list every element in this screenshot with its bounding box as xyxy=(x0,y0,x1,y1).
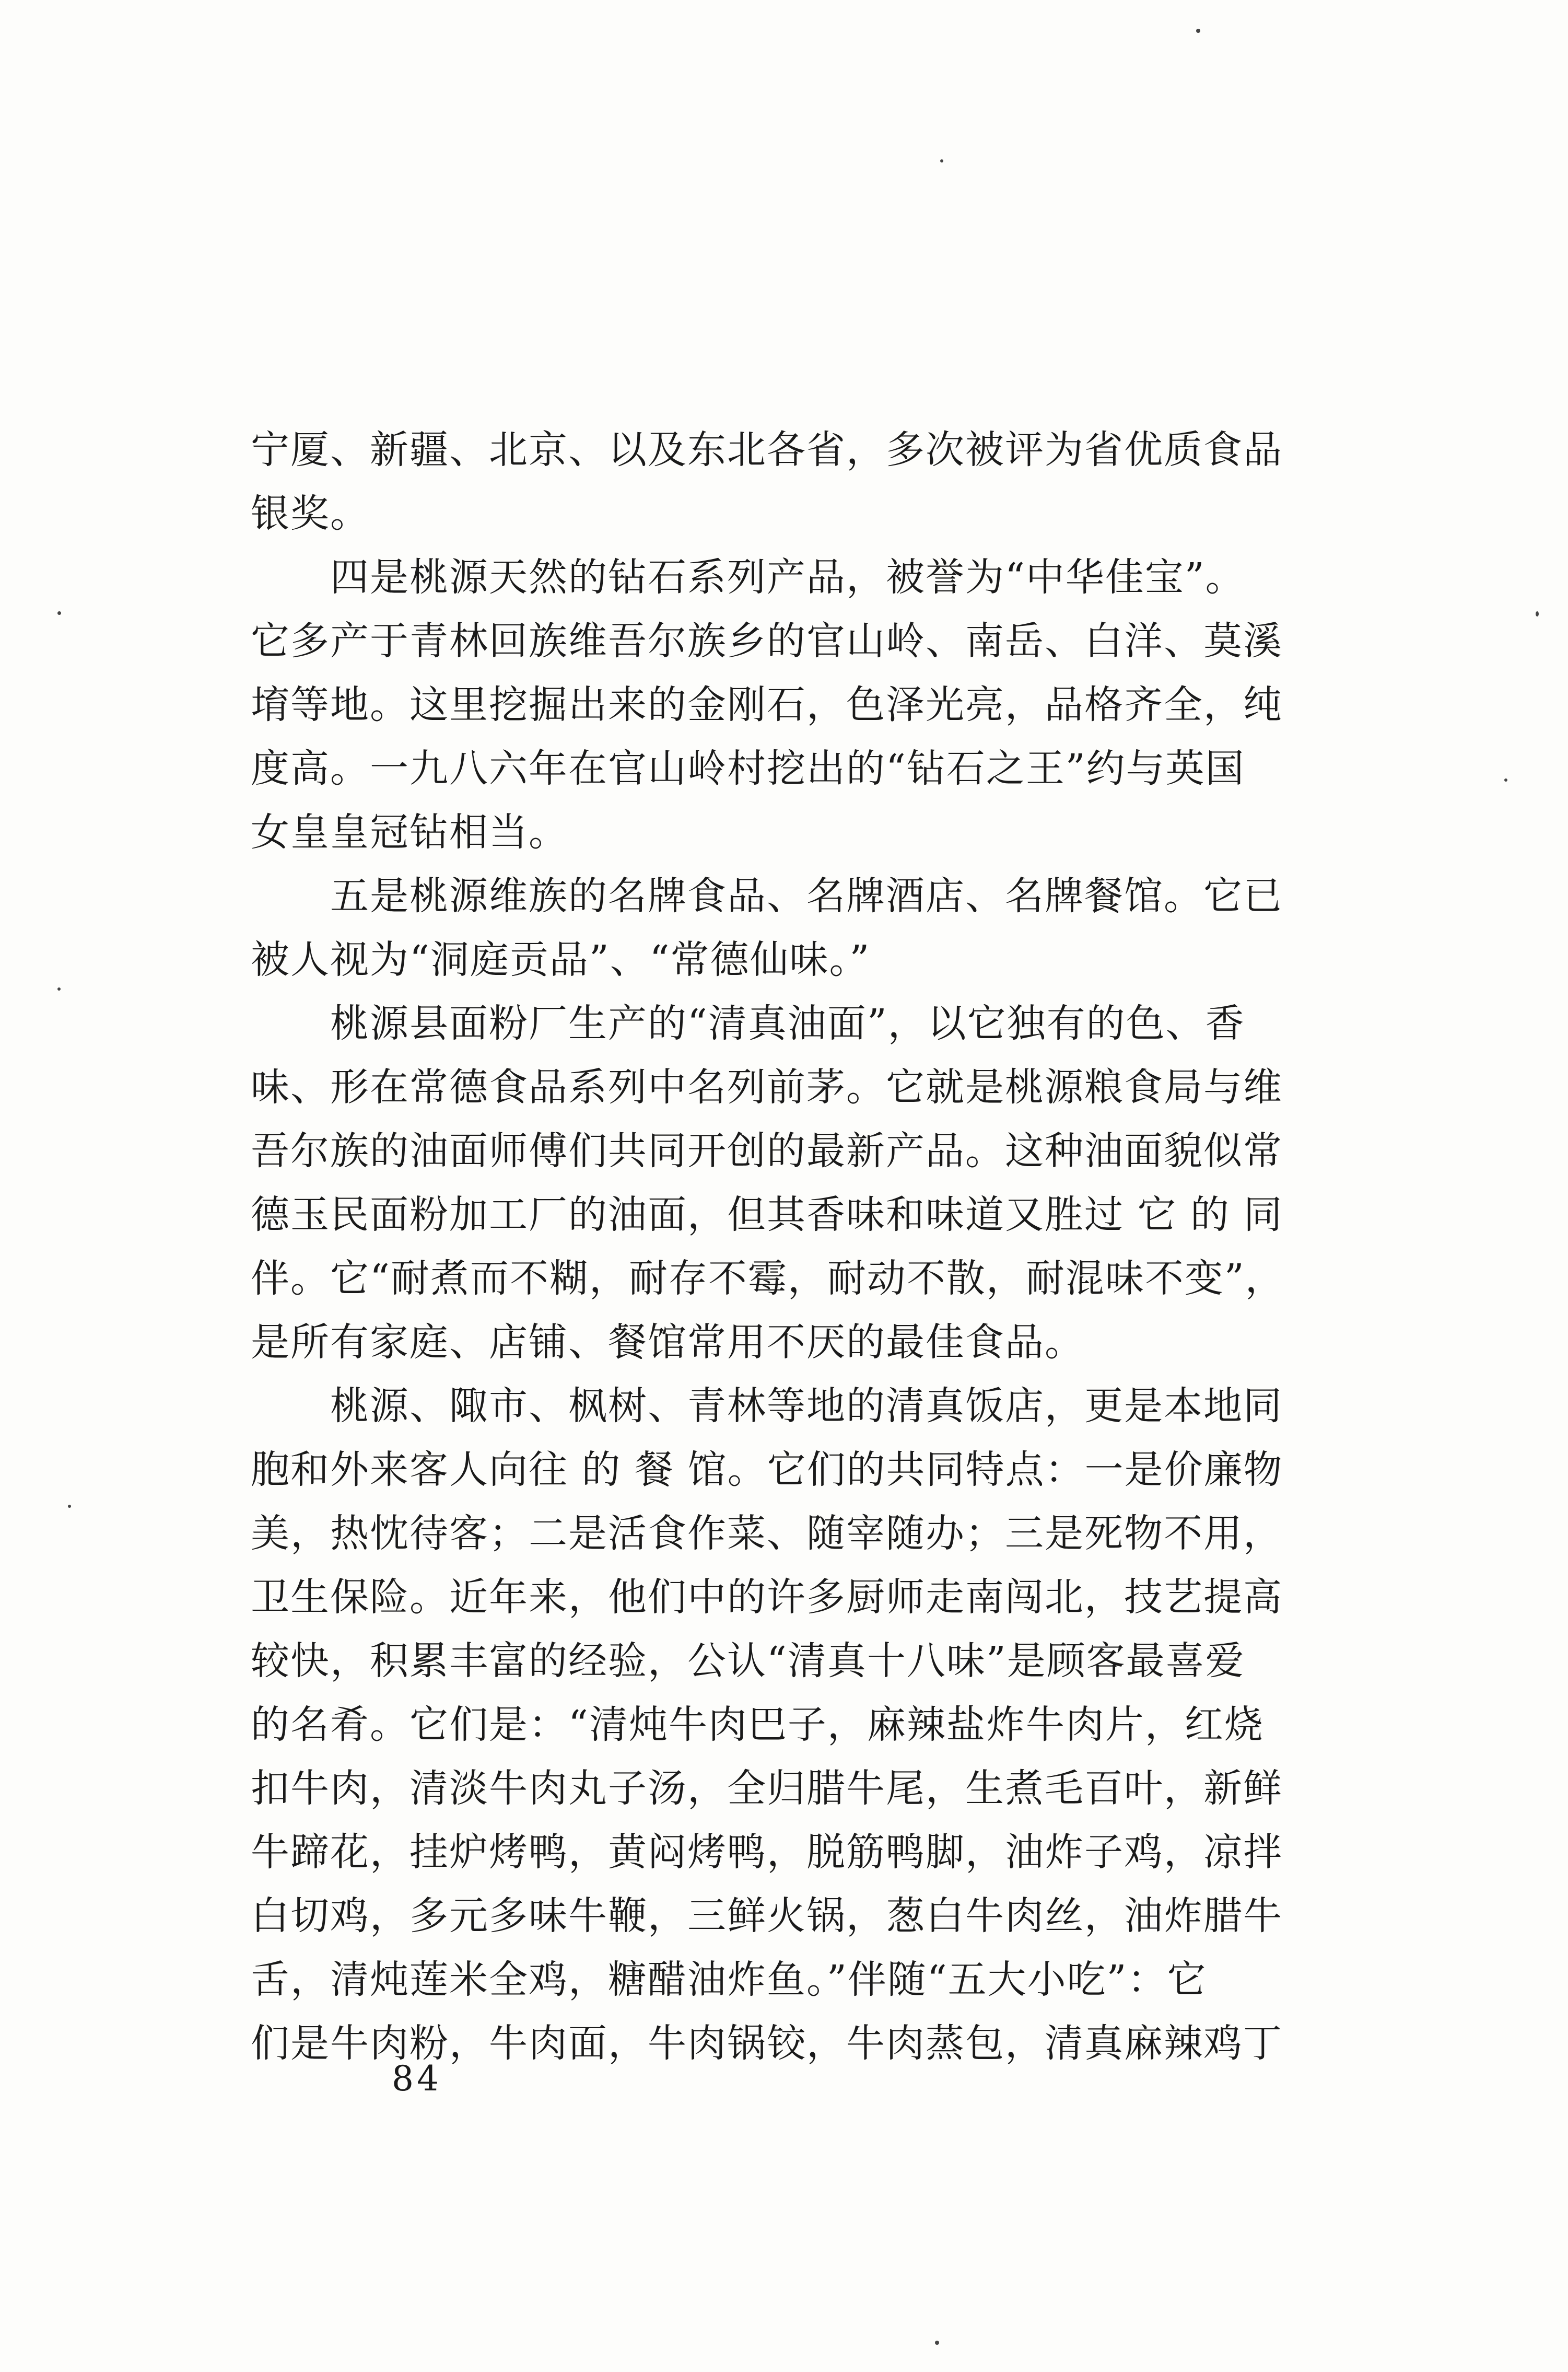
text-line: 度高。一九八六年在官山岭村挖出的“钻石之王”约与英国 xyxy=(251,746,1245,791)
text-line: 女皇皇冠钻相当。 xyxy=(251,810,568,855)
text-line: 白切鸡，多元多味牛鞭，三鲜火锅，葱白牛肉丝，油炸腊牛 xyxy=(251,1893,1283,1938)
text-line: 它多产于青林回族维吾尔族乡的官山岭、南岳、白洋、莫溪 xyxy=(251,619,1283,664)
text-line: 扣牛肉，清淡牛肉丸子汤，全归腊牛尾，生煮毛百叶，新鲜 xyxy=(251,1766,1283,1811)
paragraph-5 xyxy=(251,1374,1421,2075)
body-text xyxy=(251,418,1421,2075)
text-line: 的名肴。它们是：“清炖牛肉巴子，麻辣盐炸牛肉片，红烧 xyxy=(251,1702,1264,1747)
text-line: 银奖。 xyxy=(251,491,370,536)
page-number: 84 xyxy=(392,2059,442,2099)
paragraph-3 xyxy=(251,864,1421,992)
text-line: 堉等地。这里挖掘出来的金刚石，色泽光亮，品格齐全，纯 xyxy=(251,682,1283,727)
text-line: 宁厦、新疆、北京、以及东北各省，多次被评为省优质食品 xyxy=(251,427,1283,472)
text-line: 是所有家庭、店铺、餐馆常用不厌的最佳食品。 xyxy=(251,1320,1084,1365)
text-line: 桃源县面粉厂生产的“清真油面”，以它独有的色、香 xyxy=(330,1001,1245,1046)
text-line: 四是桃源天然的钻石系列产品，被誉为“中华佳宝”。 xyxy=(330,555,1245,600)
text-line: 吾尔族的油面师傅们共同开创的最新产品。这种油面貌似常 xyxy=(251,1129,1283,1173)
text-line: 卫生保险。近年来，他们中的许多厨师走南闯北，技艺提高 xyxy=(251,1575,1283,1620)
text-line: 牛蹄花，挂炉烤鸭，黄闷烤鸭，脱筋鸭脚，油炸子鸡，凉拌 xyxy=(251,1830,1283,1875)
text-line: 较快，积累丰富的经验，公认“清真十八味”是顾客最喜爱 xyxy=(251,1638,1245,1683)
text-line: 德玉民面粉加工厂的油面，但其香味和味道又胜过 它 的 同 xyxy=(251,1192,1283,1237)
text-line: 胞和外来客人向往 的 餐 馆。它们的共同特点：一是价廉物 xyxy=(251,1447,1283,1492)
text-line: 味、形在常德食品系列中名列前茅。它就是桃源粮食局与维 xyxy=(251,1065,1283,1110)
text-line: 们是牛肉粉，牛肉面，牛肉锅铰，牛肉蒸包，清真麻辣鸡丁 xyxy=(251,2021,1283,2066)
paragraph-2 xyxy=(251,545,1421,864)
text-line: 美，热忱待客；二是活食作菜、随宰随办；三是死物不用， xyxy=(251,1511,1283,1556)
scan-speck xyxy=(935,2341,939,2345)
scan-speck xyxy=(57,987,61,991)
scan-speck xyxy=(1536,611,1539,617)
scan-speck xyxy=(1504,778,1507,782)
scan-speck xyxy=(940,159,943,162)
scan-speck xyxy=(57,611,61,615)
text-line: 被人视为“洞庭贡品”、“常德仙味。” xyxy=(251,937,871,982)
scan-speck xyxy=(1196,29,1200,33)
text-line: 舌，清炖莲米全鸡，糖醋油炸鱼。”伴随“五大小吃”：它 xyxy=(251,1957,1207,2002)
text-line: 桃源、陬市、枫树、青林等地的清真饭店，更是本地同 xyxy=(330,1383,1283,1428)
text-line: 五是桃源维族的名牌食品、名牌酒店、名牌餐馆。它已 xyxy=(330,874,1283,918)
paragraph-4 xyxy=(251,992,1421,1374)
paragraph-1 xyxy=(251,418,1421,545)
text-line: 伴。它“耐煮而不糊，耐存不霉，耐动不散，耐混味不变”， xyxy=(251,1256,1285,1301)
scan-speck xyxy=(68,1505,71,1508)
